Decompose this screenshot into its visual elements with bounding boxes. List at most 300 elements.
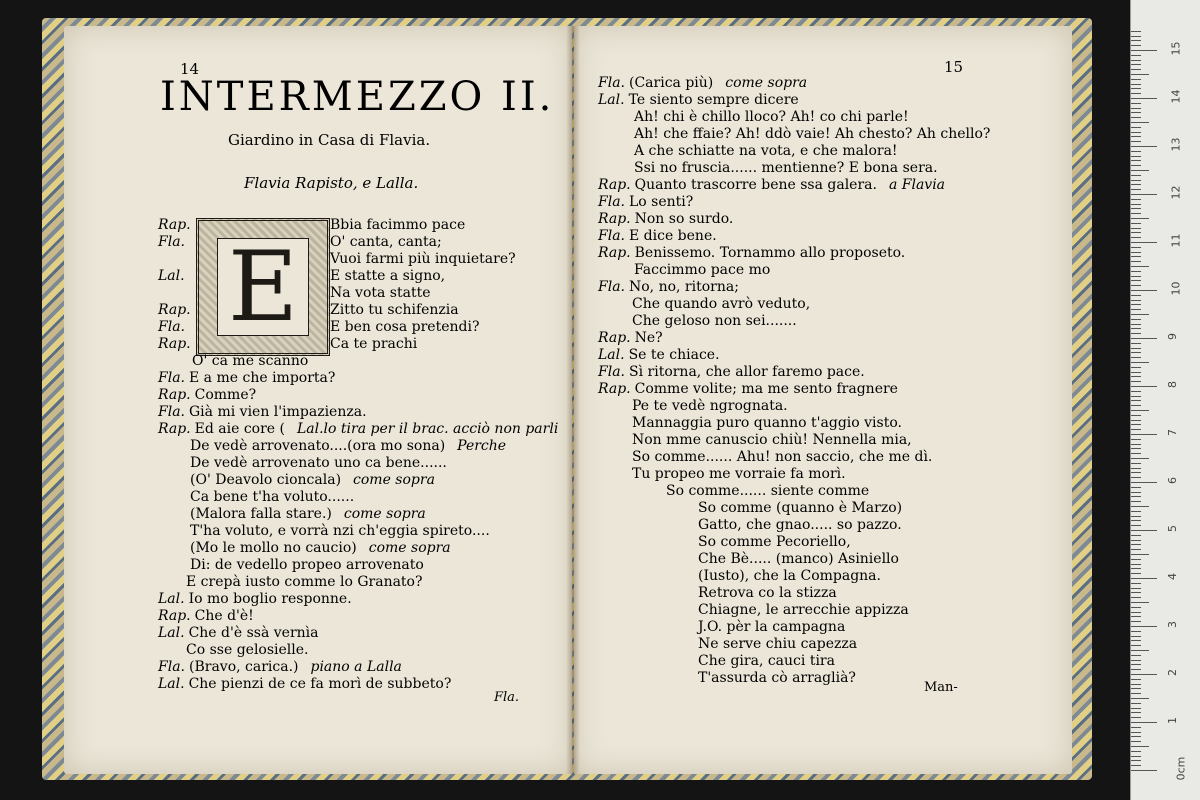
speaker-label: Fla. <box>598 364 625 380</box>
verse-text: Che d'è! <box>194 608 254 624</box>
verse-text: T'assurda cò arraglià? <box>698 670 856 686</box>
verse-text: (Carica più) <box>629 75 714 91</box>
ruler-tick <box>1131 98 1157 99</box>
ruler-tick <box>1131 175 1141 176</box>
verse-line <box>190 556 424 574</box>
verse-line <box>190 454 447 472</box>
speaker-label: Rap. <box>598 245 631 261</box>
verse-line <box>190 488 354 506</box>
ruler-tick <box>1131 256 1141 257</box>
ruler-tick <box>1131 93 1141 94</box>
ruler-tick <box>1131 199 1141 200</box>
ruler-label: 15 <box>1169 41 1183 56</box>
verse-line <box>598 278 739 296</box>
speaker-label: Lal. <box>158 676 185 692</box>
verse-line <box>158 335 417 353</box>
verse-line <box>634 125 990 143</box>
ruler-tick <box>1131 348 1141 349</box>
verse-line <box>158 369 335 387</box>
speaker-label: Rap. <box>158 387 191 403</box>
verse-text: So comme...... siente comme <box>666 483 870 499</box>
stage-direction: Perche <box>457 438 507 454</box>
verse-text: Io mo boglio responne. <box>188 591 352 607</box>
ruler-tick <box>1131 559 1141 560</box>
verse-line <box>698 533 851 551</box>
ruler-tick <box>1131 170 1149 171</box>
ruler-tick <box>1131 228 1141 229</box>
ruler-tick <box>1131 751 1141 752</box>
ruler-tick <box>1131 333 1141 334</box>
ruler-label: 11 <box>1169 233 1183 248</box>
verse-text: So comme (quanno è Marzo) <box>698 500 903 516</box>
verse-line <box>698 567 881 585</box>
ruler-tick <box>1131 362 1149 363</box>
verse-text: Quanto trascorre bene ssa galera. <box>634 177 877 193</box>
verse-line <box>158 607 254 625</box>
verse-line <box>698 584 837 602</box>
ruler-tick <box>1131 650 1149 651</box>
speaker-label: Rap. <box>158 217 191 233</box>
speaker-label: Fla. <box>158 370 185 386</box>
verse-text: Che quando avrò veduto, <box>632 296 811 312</box>
ruler-tick <box>1131 50 1157 51</box>
verse-text: Ca bene t'ha voluto...... <box>190 489 355 505</box>
verse-line <box>634 159 938 177</box>
verse-line <box>698 669 856 687</box>
verse-text: Faccimmo pace mo <box>634 262 771 278</box>
right-catchword: Man- <box>924 680 958 695</box>
ruler-tick <box>1131 184 1141 185</box>
speaker-label: Rap. <box>598 381 631 397</box>
speaker-label: Lal. <box>158 268 185 284</box>
ruler-tick <box>1131 160 1141 161</box>
ruler-tick <box>1131 722 1157 723</box>
verse-line <box>598 380 898 398</box>
ruler-label: 4 <box>1166 573 1179 580</box>
verse-text: Se te chiace. <box>628 347 720 363</box>
ruler-label: 9 <box>1166 333 1179 340</box>
ruler-tick <box>1131 266 1149 267</box>
verse-text: (Malora falla stare.) <box>190 506 332 522</box>
verse-text: Ed aie core ( <box>194 421 285 437</box>
ruler-label: 7 <box>1166 429 1179 436</box>
ruler-tick <box>1131 429 1141 430</box>
ruler-tick <box>1131 612 1141 613</box>
speaker-label: Rap. <box>598 177 631 193</box>
verse-line <box>632 312 797 330</box>
ruler-tick <box>1131 496 1141 497</box>
verse-text: E statte a signo, <box>330 268 446 284</box>
stage-direction: come sopra <box>353 472 435 488</box>
ruler-tick <box>1131 367 1141 368</box>
book-gutter <box>566 26 580 774</box>
ruler-tick <box>1131 660 1141 661</box>
verse-line <box>330 250 516 268</box>
right-page-number: 15 <box>944 58 964 76</box>
ruler-label: 8 <box>1166 381 1179 388</box>
verse-line <box>158 675 451 693</box>
stage-direction: piano a Lalla <box>310 659 402 675</box>
ruler-tick <box>1131 535 1141 536</box>
ruler-label: 5 <box>1166 525 1179 532</box>
ruler-tick <box>1131 108 1141 109</box>
ruler-tick <box>1131 424 1141 425</box>
ruler-tick <box>1131 295 1141 296</box>
speaker-label: Lal. <box>158 591 185 607</box>
verse-line <box>190 437 506 455</box>
stage-direction: come sopra <box>725 75 808 91</box>
ruler-tick <box>1131 117 1141 118</box>
stage-direction: come sopra <box>343 506 426 522</box>
verse-text: Non mme canuscio chiù! Nennella mia, <box>632 432 912 448</box>
ruler-tick <box>1131 765 1141 766</box>
ruler-label: 1 <box>1166 717 1179 724</box>
verse-text: Che pienzi de ce fa morì de subbeto? <box>188 676 452 692</box>
ruler-tick <box>1131 213 1141 214</box>
verse-line <box>598 91 799 109</box>
verse-line <box>632 431 912 449</box>
ruler-tick <box>1131 309 1141 310</box>
verse-text: Che d'è ssà vernìa <box>188 625 319 641</box>
ruler-tick <box>1131 698 1149 699</box>
verse-line <box>598 346 720 364</box>
stage-direction: come sopra <box>368 540 451 556</box>
verse-line <box>698 652 835 670</box>
ruler-tick <box>1131 511 1141 512</box>
ruler-tick <box>1131 338 1157 339</box>
ruler-tick <box>1131 271 1141 272</box>
ruler-tick <box>1131 568 1141 569</box>
verse-text: Già mi vien l'impazienza. <box>189 404 367 420</box>
verse-text: Lo senti? <box>629 194 694 210</box>
verse-text: Che Bè..... (manco) Asiniello <box>698 551 899 567</box>
verse-line <box>158 624 318 642</box>
ruler-tick <box>1131 319 1141 320</box>
ruler-tick <box>1131 285 1141 286</box>
ruler-tick <box>1131 693 1141 694</box>
ruler-tick <box>1131 463 1141 464</box>
verse-text: O' canta, canta; <box>330 234 442 250</box>
verse-line <box>666 482 869 500</box>
verse-text: O' ca me scanno <box>192 353 309 369</box>
ruler-tick <box>1131 415 1141 416</box>
ruler-tick <box>1131 703 1141 704</box>
ruler-tick <box>1131 760 1141 761</box>
ruler-tick <box>1131 189 1141 190</box>
ruler-tick <box>1131 151 1141 152</box>
verse-line <box>158 403 367 421</box>
ruler-tick <box>1131 717 1141 718</box>
ruler-tick <box>1131 573 1141 574</box>
ruler-tick <box>1131 141 1141 142</box>
ruler-tick <box>1131 314 1149 315</box>
ruler-tick <box>1131 300 1141 301</box>
ruler-tick <box>1131 640 1141 641</box>
verse-text: So comme Pecoriello, <box>698 534 851 550</box>
ruler-tick <box>1131 420 1141 421</box>
ruler-tick <box>1131 386 1157 387</box>
verse-text: (O' Deavolo cioncala) <box>190 472 342 488</box>
ruler-tick <box>1131 592 1141 593</box>
stage-direction: Lal.lo tira per il brac. acciò non parli <box>296 421 559 437</box>
verse-line <box>186 573 423 591</box>
verse-line <box>698 550 899 568</box>
verse-line <box>158 420 558 438</box>
ruler-tick <box>1131 636 1141 637</box>
verse-line <box>186 641 309 659</box>
ruler-tick <box>1131 352 1141 353</box>
ruler-tick <box>1131 208 1141 209</box>
verse-line <box>634 142 898 160</box>
ruler-tick <box>1131 506 1149 507</box>
ruler-tick <box>1131 626 1157 627</box>
speaker-label: Fla. <box>598 75 625 91</box>
verse-text: Chiagne, le arrecchie appizza <box>698 602 909 618</box>
ruler-tick <box>1131 564 1141 565</box>
speaker-label: Rap. <box>158 302 191 318</box>
verse-text: Tu propeo me vorraie fa morì. <box>632 466 846 482</box>
ruler-tick <box>1131 40 1141 41</box>
verse-text: J.O. pèr la campagna <box>698 619 846 635</box>
verse-text: Na vota statte <box>330 285 431 301</box>
verse-text: Mannaggia puro quanno t'aggio visto. <box>632 415 902 431</box>
ruler-tick <box>1131 492 1141 493</box>
verse-line <box>158 318 479 336</box>
ruler-tick <box>1131 405 1141 406</box>
verse-text: Ne serve chiu capezza <box>698 636 858 652</box>
ruler-tick <box>1131 607 1141 608</box>
ruler-tick <box>1131 741 1141 742</box>
ruler-tick <box>1131 688 1141 689</box>
speaker-label: Lal. <box>158 625 185 641</box>
ruler-label: 0cm <box>1174 756 1188 781</box>
stage-direction: a Flavia <box>888 177 946 193</box>
ruler-tick <box>1131 712 1141 713</box>
ruler-tick <box>1131 727 1141 728</box>
ruler-tick <box>1131 588 1141 589</box>
speaker-label: Fla. <box>158 319 185 335</box>
ruler-tick <box>1131 540 1141 541</box>
ruler-tick <box>1131 261 1141 262</box>
ruler-tick <box>1131 204 1141 205</box>
verse-line <box>190 471 435 489</box>
verse-line <box>632 397 788 415</box>
ruler-tick <box>1131 194 1157 195</box>
ruler-tick <box>1131 597 1141 598</box>
verse-line <box>698 499 902 517</box>
verse-text: Benissemo. Tornammo allo proposeto. <box>634 245 906 261</box>
ruler-tick <box>1131 328 1141 329</box>
left-catchword: Fla. <box>494 690 520 705</box>
verse-text: Retrova co la stizza <box>698 585 837 601</box>
verse-line <box>598 227 717 245</box>
ruler-tick <box>1131 664 1141 665</box>
ruler-tick <box>1131 127 1141 128</box>
ruler-tick <box>1131 36 1141 37</box>
verse-line <box>190 522 490 540</box>
ruler-tick <box>1131 381 1141 382</box>
ruler-tick <box>1131 112 1141 113</box>
ruler-tick <box>1131 487 1141 488</box>
ruler-tick <box>1131 391 1141 392</box>
speaker-label: Rap. <box>598 211 631 227</box>
ruler-label: 3 <box>1166 621 1179 628</box>
verse-line <box>330 284 431 302</box>
verse-line <box>190 539 451 557</box>
verse-line <box>158 590 352 608</box>
verse-text: Ne? <box>634 330 663 346</box>
ruler-tick <box>1131 669 1141 670</box>
ruler-tick <box>1131 544 1141 545</box>
ruler-tick <box>1131 45 1141 46</box>
ruler-tick <box>1131 732 1141 733</box>
verse-text: Che gira, cauci tira <box>698 653 835 669</box>
ruler-tick <box>1131 525 1141 526</box>
speaker-label: Rap. <box>158 608 191 624</box>
ruler-tick <box>1131 74 1149 75</box>
verse-line <box>158 267 445 285</box>
ruler-tick <box>1131 736 1141 737</box>
ruler-tick <box>1131 343 1141 344</box>
verse-line <box>598 210 733 228</box>
ruler-tick <box>1131 232 1141 233</box>
ruler-label: 6 <box>1166 477 1179 484</box>
verse-line <box>632 465 846 483</box>
measurement-ruler <box>1130 0 1200 800</box>
ruler-tick <box>1131 434 1157 435</box>
ruler-tick <box>1131 247 1141 248</box>
ruler-tick <box>1131 444 1141 445</box>
verse-line <box>632 295 810 313</box>
verse-line <box>634 261 770 279</box>
ruler-tick <box>1131 64 1141 65</box>
ruler-tick <box>1131 84 1141 85</box>
ruler-tick <box>1131 400 1141 401</box>
ruler-label: 13 <box>1169 137 1183 152</box>
ruler-tick <box>1131 602 1149 603</box>
verse-text: (Bravo, carica.) <box>189 659 299 675</box>
ruler-tick <box>1131 472 1141 473</box>
ruler-tick <box>1131 276 1141 277</box>
ruler-tick <box>1131 69 1141 70</box>
ruler-tick <box>1131 136 1141 137</box>
ruler-tick <box>1131 746 1149 747</box>
verse-text: Te siento sempre dicere <box>628 92 799 108</box>
verse-text: T'ha voluto, e vorrà nzi ch'eggia spireto.... <box>190 523 490 539</box>
ruler-tick <box>1131 477 1141 478</box>
ruler-tick <box>1131 708 1141 709</box>
speaker-label: Rap. <box>158 421 191 437</box>
verse-text: Ah! che ffaie? Ah! ddò vaie! Ah chesto? Ah chello? <box>634 126 991 142</box>
ruler-tick <box>1131 482 1157 483</box>
verse-text: Sì ritorna, che allor faremo pace. <box>629 364 865 380</box>
ruler-tick <box>1131 132 1141 133</box>
speaker-label: Lal. <box>598 347 625 363</box>
ruler-tick <box>1131 756 1141 757</box>
ruler-tick <box>1131 79 1141 80</box>
ruler-tick <box>1131 631 1141 632</box>
ruler-tick <box>1131 554 1149 555</box>
ruler-tick <box>1131 180 1141 181</box>
verse-text: Comme? <box>194 387 257 403</box>
verse-text: Non so surdo. <box>634 211 734 227</box>
ruler-tick <box>1131 324 1141 325</box>
ruler-tick <box>1131 280 1141 281</box>
verse-text: Bbia facimmo pace <box>330 217 466 233</box>
ruler-tick <box>1131 674 1157 675</box>
verse-text: Ca te prachi <box>330 336 418 352</box>
ruler-tick <box>1131 448 1141 449</box>
ruler-tick <box>1131 578 1157 579</box>
verse-text: E dice bene. <box>629 228 717 244</box>
left-page-number: 14 <box>180 60 200 78</box>
ruler-tick <box>1131 439 1141 440</box>
verse-text: Vuoi farmi più inquietare? <box>330 251 516 267</box>
ruler-tick <box>1131 616 1141 617</box>
verse-text: Di: de vedello propeo arrovenato <box>190 557 424 573</box>
verse-line <box>598 176 945 194</box>
verse-text: De vedè arrovenato uno ca bene...... <box>190 455 447 471</box>
ruler-tick <box>1131 679 1141 680</box>
ruler-tick <box>1131 645 1141 646</box>
verse-line <box>598 329 663 347</box>
ruler-tick <box>1131 501 1141 502</box>
verse-text: Gatto, che gnao..... so pazzo. <box>698 517 902 533</box>
ruler-tick <box>1131 237 1141 238</box>
verse-line <box>192 352 308 370</box>
ruler-tick <box>1131 31 1141 32</box>
cast-line: Flavia Rapisto, e Lalla. <box>244 174 419 192</box>
verse-line <box>190 505 426 523</box>
verse-text: Co sse gelosielle. <box>186 642 309 658</box>
ruler-tick <box>1131 520 1141 521</box>
speaker-label: Lal. <box>598 92 625 108</box>
verse-line <box>158 386 256 404</box>
verse-text: So comme...... Ahu! non saccio, che me dì. <box>632 449 933 465</box>
verse-line <box>598 74 807 92</box>
verse-line <box>698 618 845 636</box>
ruler-tick <box>1131 252 1141 253</box>
ruler-tick <box>1131 304 1141 305</box>
ruler-tick <box>1131 655 1141 656</box>
verse-line <box>158 301 459 319</box>
verse-text: Ssi no fruscia...... mentienne? E bona sera. <box>634 160 938 176</box>
speaker-label: Fla. <box>598 279 625 295</box>
verse-text: De vedè arrovenato....(ora mo sona) <box>190 438 446 454</box>
ruler-tick <box>1131 103 1141 104</box>
ruler-tick <box>1131 410 1149 411</box>
verse-line <box>632 414 902 432</box>
ruler-tick <box>1131 165 1141 166</box>
ruler-label: 12 <box>1169 185 1183 200</box>
ruler-tick <box>1131 530 1157 531</box>
verse-line <box>598 244 905 262</box>
ruler-tick <box>1131 583 1141 584</box>
page-title: INTERMEZZO II. <box>160 74 555 120</box>
ruler-label: 14 <box>1169 89 1183 104</box>
verse-text: E ben cosa pretendi? <box>330 319 480 335</box>
speaker-label: Rap. <box>158 336 191 352</box>
speaker-label: Fla. <box>598 228 625 244</box>
ruler-tick <box>1131 357 1141 358</box>
ruler-tick <box>1131 621 1141 622</box>
speaker-label: Fla. <box>158 234 185 250</box>
speaker-label: Fla. <box>158 404 185 420</box>
verse-text: Comme volite; ma me sento fragnere <box>634 381 898 397</box>
ruler-tick <box>1131 770 1157 771</box>
ruler-tick <box>1131 516 1141 517</box>
ruler-tick <box>1131 684 1141 685</box>
